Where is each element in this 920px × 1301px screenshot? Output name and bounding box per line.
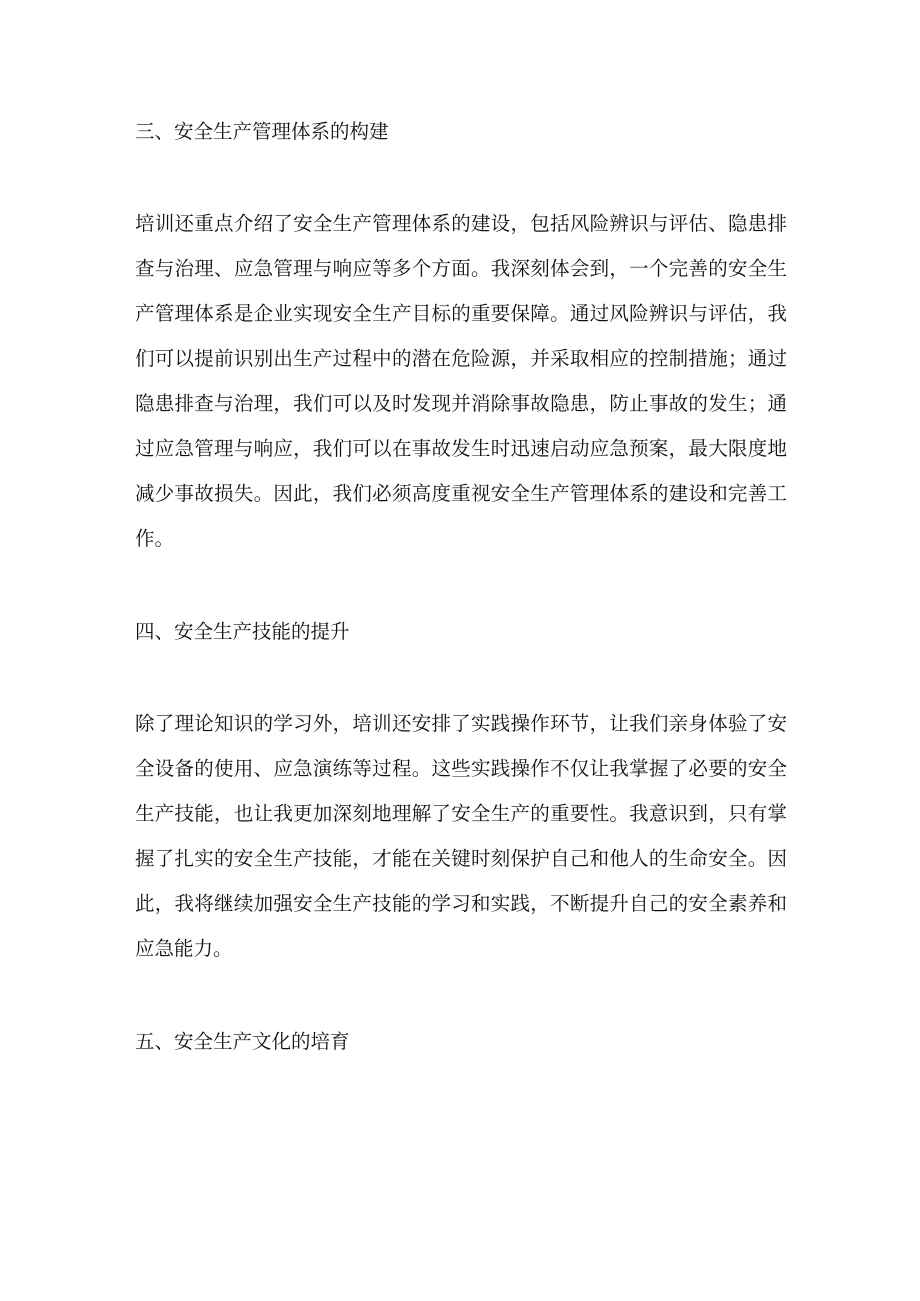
paragraph-line: 此，我将继续加强安全生产技能的学习和实践，不断提升自己的安全素养和	[135, 892, 787, 915]
section-heading-4: 四、安全生产技能的提升	[135, 620, 350, 643]
paragraph-line: 产管理体系是企业实现安全生产目标的重要保障。通过风险辨识与评估，我	[135, 302, 787, 325]
paragraph-line: 减少事故损失。因此，我们必须高度重视安全生产管理体系的建设和完善工	[135, 482, 787, 505]
paragraph-line: 应急能力。	[135, 937, 233, 960]
paragraph-line: 握了扎实的安全生产技能，才能在关键时刻保护自己和他人的生命安全。因	[135, 847, 787, 870]
paragraph-line: 作。	[135, 527, 175, 550]
section-heading-5: 五、安全生产文化的培育	[135, 1030, 350, 1053]
paragraph-line: 过应急管理与响应，我们可以在事故发生时迅速启动应急预案，最大限度地	[135, 437, 787, 460]
section-heading-3: 三、安全生产管理体系的构建	[135, 120, 389, 143]
paragraph-line: 生产技能，也让我更加深刻地理解了安全生产的重要性。我意识到，只有掌	[135, 802, 787, 825]
paragraph-line: 们可以提前识别出生产过程中的潜在危险源，并采取相应的控制措施；通过	[135, 347, 787, 370]
paragraph-line: 隐患排查与治理，我们可以及时发现并消除事故隐患，防止事故的发生；通	[135, 392, 787, 415]
paragraph-line: 查与治理、应急管理与响应等多个方面。我深刻体会到，一个完善的安全生	[135, 257, 787, 280]
paragraph-line: 除了理论知识的学习外，培训还安排了实践操作环节，让我们亲身体验了安	[135, 712, 787, 735]
paragraph-line: 培训还重点介绍了安全生产管理体系的建设，包括风险辨识与评估、隐患排	[135, 212, 787, 235]
paragraph-line: 全设备的使用、应急演练等过程。这些实践操作不仅让我掌握了必要的安全	[135, 757, 787, 780]
